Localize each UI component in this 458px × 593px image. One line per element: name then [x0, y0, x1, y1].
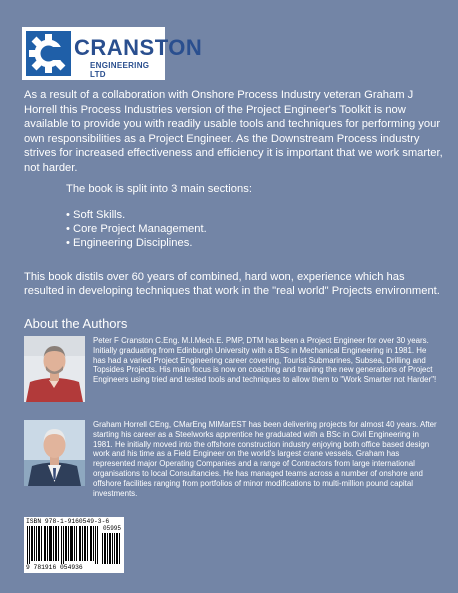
section-item: • Soft Skills. [66, 209, 126, 221]
author-bio-peter: Peter F Cranston C.Eng. M.I.Mech.E. PMP, DTM has been a Project Engineer for over 30 years. Initially graduating from Edinburgh University with a BSc in Mechanical Engineering in 1981. He has had a varied Project Engineering career covering, Tourist Submarines, Subsea, Drilling and Topsides Projects. His main focus is now on coaching and training the new generations of Project Engineers using tried and tested tools and techniques to allow them to "Work Smarter not Harder"! [93, 336, 437, 385]
author-bio-graham: Graham Horrell CEng, CMarEng MIMarEST has been delivering projects for almost 40 years. After starting his career as a Steelworks apprentice he graduated with a BSc in Civil Engineering in 1981. He initially moved into the offshore construction industry enjoying both office based design work and his time as a Field Engineer on the world's largest crane vessels. Graham has represented major Operating Companies and a range of Contractors from large international organisations to local Consultancies. He has managed teams across a number of onshore and offshore facilities ranging from portfolios of minor modifications to multi-million pound capital investments. [93, 420, 437, 498]
authors-heading: About the Authors [24, 316, 128, 331]
section-item: • Core Project Management. [66, 223, 207, 236]
addon-barcode-bars [102, 533, 122, 564]
sections-list [66, 208, 207, 251]
gear-c-logo-icon [26, 31, 71, 76]
section-item: • Engineering Disciplines. [66, 237, 193, 250]
company-logo [22, 27, 203, 80]
sections-heading: The book is split into 3 main sections: [66, 183, 252, 195]
author-photo-peter [24, 336, 85, 402]
intro-paragraph: As a result of a collaboration with Onshore Process Industry veteran Graham J Horrell this Process Industries version of the Project Engineer's Toolkit is now available to provide you with readily usable tools and techniques for performing your own responsibilities as a Project Engineer. As the Downstream Process industry strives for increased effectiveness and efficiency it is important that we work smarter, not harder. [24, 89, 443, 174]
barcode-addon-label: 05995 [103, 525, 122, 532]
author-photo-graham [24, 420, 85, 486]
isbn-label: ISBN 978-1-9160549-3-6 [26, 518, 110, 525]
barcode-bars [27, 526, 99, 564]
experience-paragraph: This book distils over 60 years of combined, hard won, experience which has resulted in developing techniques that work in the "real world" Projects environment. [24, 271, 440, 298]
logo-subtitle: ENGINEERING LTD [90, 61, 150, 79]
isbn-barcode [24, 517, 124, 573]
logo-name: CRANSTON [74, 35, 203, 60]
ean-label: 9 781916 054936 [26, 564, 83, 571]
